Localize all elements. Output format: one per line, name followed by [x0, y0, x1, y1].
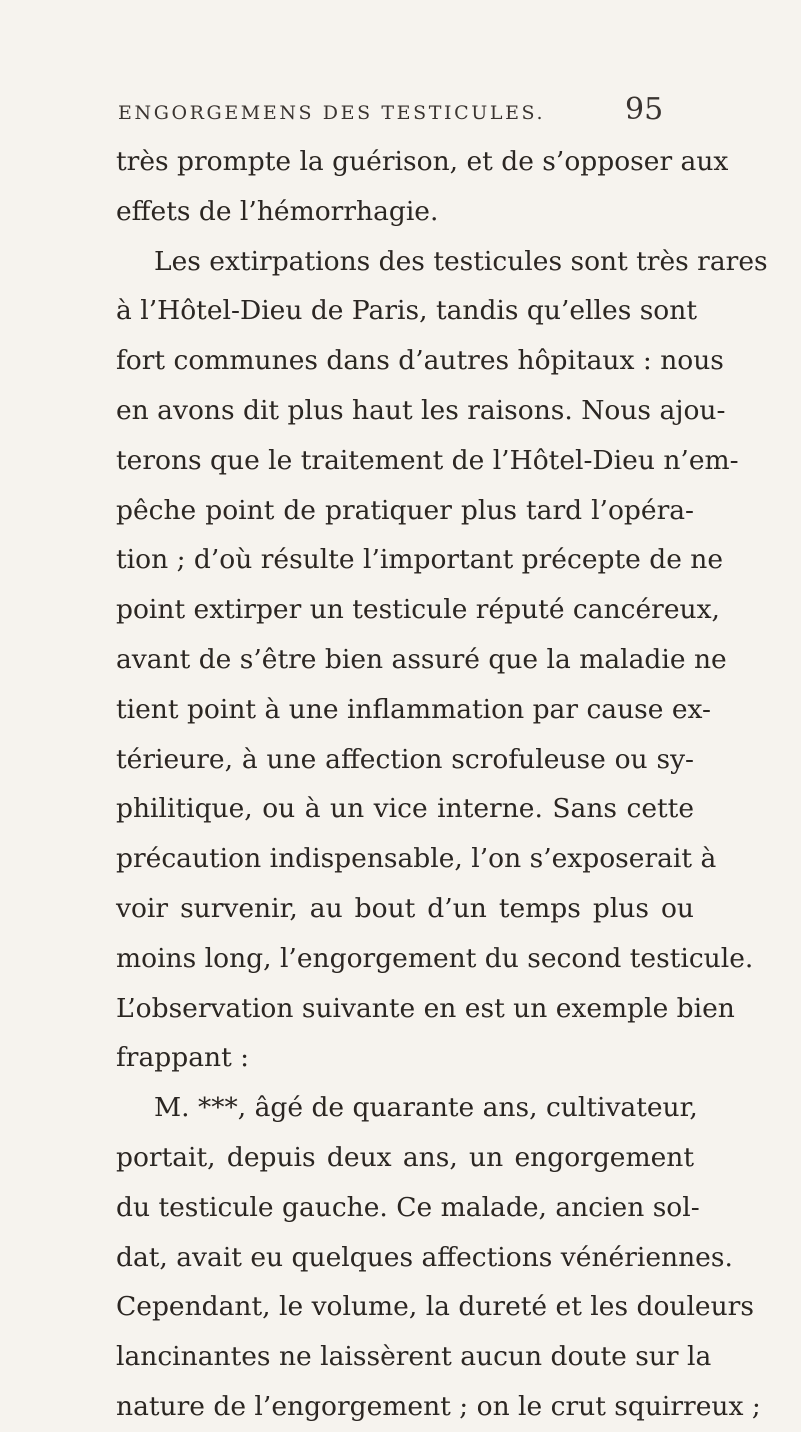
text-line: nature de l’engorgement ; on le crut squirreux ;	[116, 1390, 761, 1422]
text-line: Cependant, le volume, la dureté et les douleurs	[116, 1291, 754, 1323]
text-line: térieure, à une affection scrofuleuse ou sy-	[116, 743, 694, 775]
text-line: du testicule gauche. Ce malade, ancien sol-	[116, 1191, 700, 1223]
page-number: 95	[625, 92, 664, 127]
text-line: avant de s’être bien assuré que la maladie ne	[116, 643, 727, 675]
text-line: pêche point de pratiquer plus tard l’opéra-	[116, 494, 694, 526]
text-line: frappant :	[116, 1042, 250, 1074]
text-line: Les extirpations des testicules sont très rares	[154, 245, 768, 277]
text-line: point extirper un testicule réputé cancéreux,	[116, 594, 720, 626]
running-title: ENGORGEMENS DES TESTICULES.	[118, 102, 546, 124]
text-line: tion ; d’où résulte l’important précepte de ne	[116, 544, 724, 576]
text-line: fort communes dans d’autres hôpitaux : nous	[116, 345, 724, 377]
text-line: tient point à une inflammation par cause ex-	[116, 693, 711, 725]
text-line: effets de l’hémorrhagie.	[116, 195, 439, 227]
text-line: voir survenir, au bout d’un temps plus ou	[116, 892, 694, 924]
text-line: très prompte la guérison, et de s’opposer aux	[116, 146, 729, 177]
text-line: dat, avait eu quelques affections vénériennes.	[116, 1241, 733, 1273]
text-line: précaution indispensable, l’on s’exposerait à	[116, 843, 717, 875]
text-line: terons que le traitement de l’Hôtel-Dieu n’em-	[116, 444, 739, 476]
text-line: L’observation suivante en est un exemple bien	[116, 992, 735, 1024]
text-line: lancinantes ne laissèrent aucun doute sur la	[116, 1341, 712, 1373]
text-line: M. ***, âgé de quarante ans, cultivateur,	[154, 1092, 698, 1124]
text-line: moins long, l’engorgement du second testicule.	[116, 942, 754, 974]
text-line: à l’Hôtel-Dieu de Paris, tandis qu’elles sont	[116, 295, 697, 327]
text-line: portait, depuis deux ans, un engorgement	[116, 1141, 694, 1173]
body-text	[116, 137, 768, 1432]
text-line: en avons dit plus haut les raisons. Nous ajou-	[116, 394, 726, 426]
text-line: philitique, ou à un vice interne. Sans cette	[116, 793, 694, 825]
